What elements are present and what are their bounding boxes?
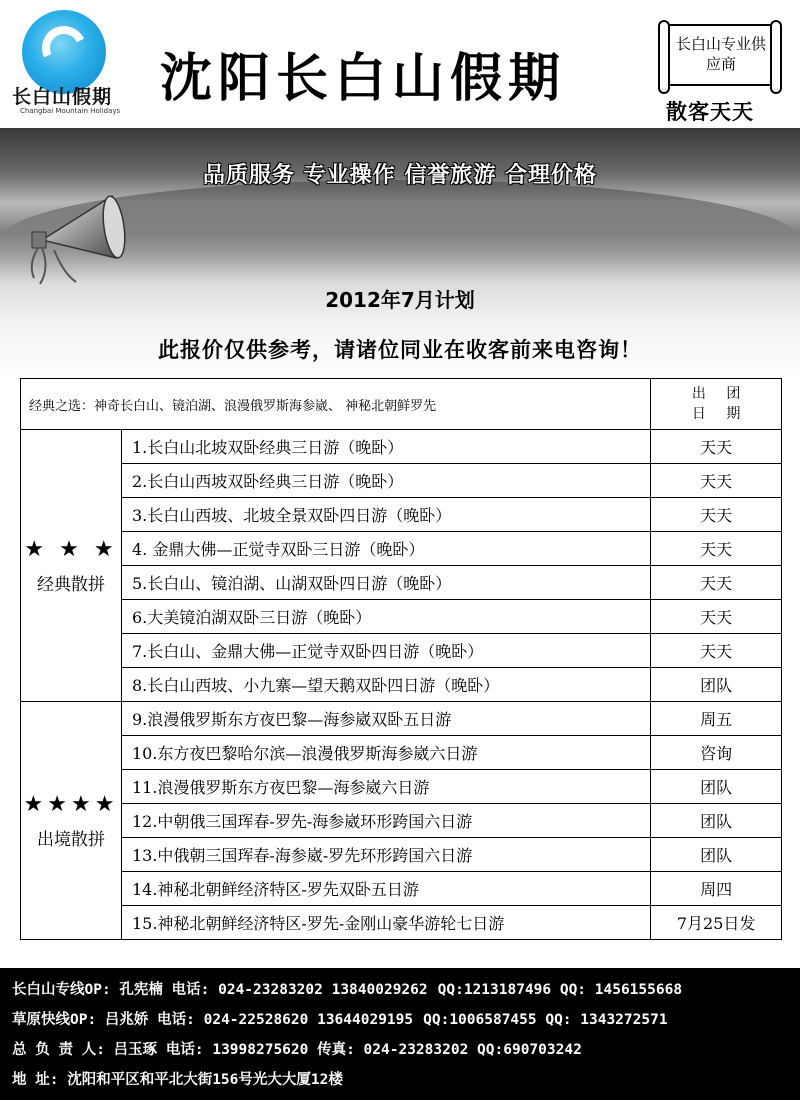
logo-text: 长白山假期 [12, 86, 113, 108]
route-name: 15.神秘北朝鲜经济特区-罗先-金刚山豪华游轮七日游 [121, 906, 650, 940]
route-name: 14.神秘北朝鲜经济特区-罗先双卧五日游 [121, 872, 650, 906]
route-name: 9.浪漫俄罗斯东方夜巴黎—海参崴双卧五日游 [121, 702, 650, 736]
route-name: 7.长白山、金鼎大佛—正觉寺双卧四日游（晚卧） [121, 634, 650, 668]
departure-date: 团队 [651, 668, 782, 702]
departure-date: 天天 [651, 464, 782, 498]
megaphone-icon [24, 188, 134, 298]
departure-date: 天天 [651, 600, 782, 634]
route-name: 13.中俄朝三国珲春-海参崴-罗先环形跨国六日游 [121, 838, 650, 872]
route-name: 12.中朝俄三国珲春-罗先-海参崴环形跨国六日游 [121, 804, 650, 838]
tour-schedule-table [20, 378, 782, 940]
table-header-departure [651, 379, 782, 430]
table-header-description: 经典之选：神奇长白山、镜泊湖、浪漫俄罗斯海参崴、 神秘北朝鲜罗先 [21, 379, 651, 430]
daily-tours-label: 散客天天 [666, 100, 754, 124]
table-row [21, 430, 782, 464]
banner [0, 128, 800, 378]
table-row [21, 838, 782, 872]
page-title: 沈阳长白山假期 [160, 48, 567, 109]
route-name: 4. 金鼎大佛—正觉寺双卧三日游（晚卧） [121, 532, 650, 566]
table-row [21, 532, 782, 566]
departure-date: 周四 [651, 872, 782, 906]
table-row [21, 634, 782, 668]
contact-line-address: 地 址: 沈阳和平区和平北大街156号光大大厦12楼 [12, 1072, 343, 1088]
header-date-line-2: 日 期 [691, 406, 749, 422]
table-row [21, 770, 782, 804]
contact-line-manager: 总 负 责 人: 吕玉琢 电话: 13998275620 传真: 024-23283202 QQ:690703242 [12, 1042, 582, 1058]
category-label: 经典散拼 [36, 574, 105, 595]
table-row [21, 804, 782, 838]
category-label: 出境散拼 [36, 829, 105, 850]
route-name: 3.长白山西坡、北坡全景双卧四日游（晚卧） [121, 498, 650, 532]
contact-changbai-phone: 长白山专线OP: 孔宪楠 电话: 024-23283202 13840029262 [12, 982, 428, 998]
route-name: 11.浪漫俄罗斯东方夜巴黎—海参崴六日游 [121, 770, 650, 804]
supplier-badge-text: 长白山专业供应商 [676, 35, 767, 73]
departure-date: 7月25日发 [651, 906, 782, 940]
table-row [21, 464, 782, 498]
contact-changbai-qq: QQ:1213187496 QQ: 1456155668 [437, 982, 683, 998]
departure-date: 天天 [651, 498, 782, 532]
table-row [21, 702, 782, 736]
departure-date: 团队 [651, 804, 782, 838]
table-row [21, 872, 782, 906]
plan-title: 2012年7月计划 [325, 288, 475, 312]
table-row [21, 906, 782, 940]
table-row [21, 668, 782, 702]
slogan: 品质服务 专业操作 信誉旅游 合理价格 [203, 163, 597, 188]
table-row [21, 736, 782, 770]
table-row [21, 600, 782, 634]
header-date-line-1: 出 团 [691, 386, 749, 402]
category-outbound [21, 702, 122, 940]
route-name: 10.东方夜巴黎哈尔滨—浪漫俄罗斯海参崴六日游 [121, 736, 650, 770]
contact-grassland-phone: 草原快线OP: 吕兆娇 电话: 024-22528620 13644029195 [12, 1012, 414, 1028]
category-classic [21, 430, 122, 702]
departure-date: 天天 [651, 532, 782, 566]
table-row [21, 498, 782, 532]
contact-grassland-qq: QQ:1006587455 QQ: 1343272571 [423, 1012, 668, 1028]
route-name: 2.长白山西坡双卧经典三日游（晚卧） [121, 464, 650, 498]
departure-date: 咨询 [651, 736, 782, 770]
contact-line-grassland [12, 1008, 678, 1029]
contact-footer [0, 968, 800, 1100]
logo [6, 4, 136, 122]
table-row [21, 566, 782, 600]
departure-date: 团队 [651, 838, 782, 872]
header [0, 0, 800, 128]
route-name: 5.长白山、镜泊湖、山湖双卧四日游（晚卧） [121, 566, 650, 600]
price-notice: 此报价仅供参考，请诸位同业在收客前来电咨询！ [158, 338, 642, 362]
route-name: 1.长白山北坡双卧经典三日游（晚卧） [121, 430, 650, 464]
logo-subtext: Changbai Mountain Holidays [20, 107, 121, 115]
three-star-icon: ★ ★ ★ [24, 536, 118, 562]
contact-line-changbai [12, 978, 692, 999]
route-name: 8.长白山西坡、小九寨—望天鹅双卧四日游（晚卧） [121, 668, 650, 702]
departure-date: 天天 [651, 634, 782, 668]
four-star-icon: ★★★★ [23, 791, 119, 817]
departure-date: 周五 [651, 702, 782, 736]
departure-date: 团队 [651, 770, 782, 804]
route-name: 6.大美镜泊湖双卧三日游（晚卧） [121, 600, 650, 634]
departure-date: 天天 [651, 566, 782, 600]
table-header-row [21, 379, 782, 430]
supplier-badge [664, 24, 776, 86]
departure-date: 天天 [651, 430, 782, 464]
